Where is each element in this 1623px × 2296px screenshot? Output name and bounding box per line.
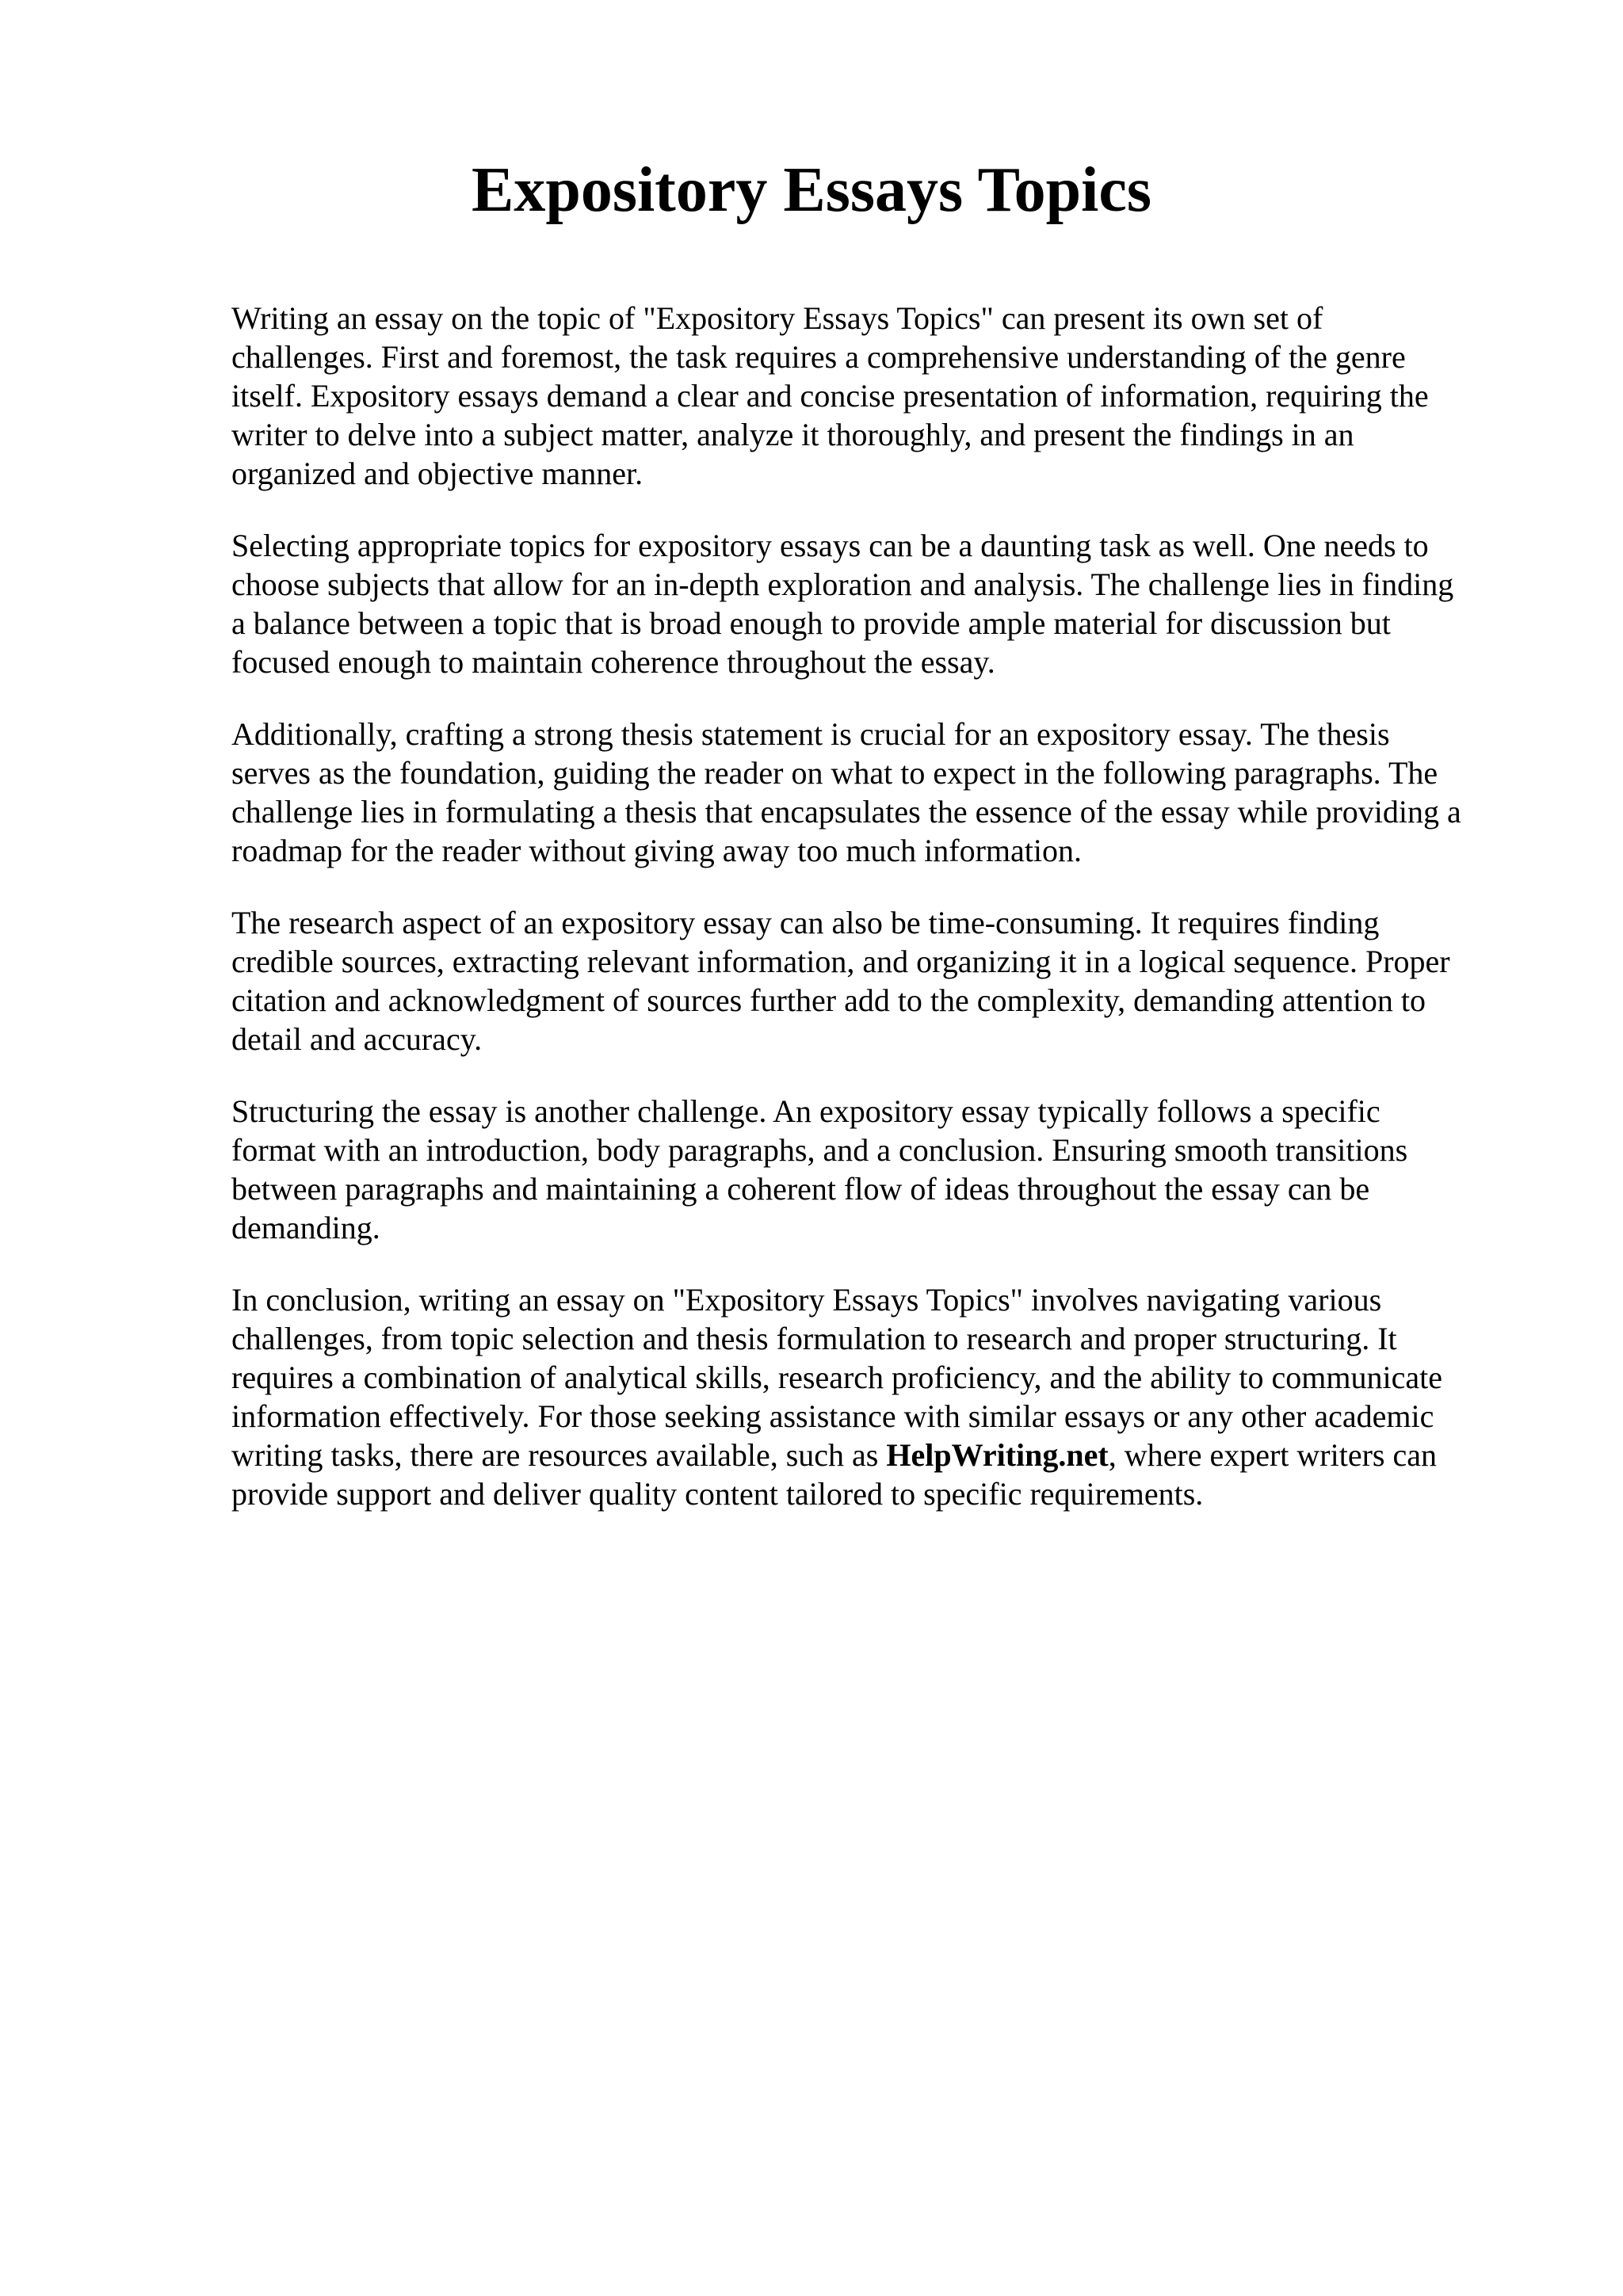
text-line: format with an introduction, body paragraphs, and a conclusion. Ensuring smooth transitions bbox=[231, 1132, 1408, 1168]
text-line: choose subjects that allow for an in-depth exploration and analysis. The challenge lies in finding bbox=[231, 566, 1454, 602]
text-line-with-link bbox=[231, 1436, 1515, 1474]
text-line: organized and objective manner. bbox=[231, 456, 643, 491]
link-line-after: , where expert writers can bbox=[1108, 1437, 1437, 1473]
page-title: Expository Essays Topics bbox=[471, 155, 1152, 225]
text-line: credible sources, extracting relevant information, and organizing it in a logical sequence. Proper bbox=[231, 944, 1450, 979]
text-line: The research aspect of an expository essay can also be time-consuming. It requires finding bbox=[231, 905, 1380, 940]
text-line: requires a combination of analytical skills, research proficiency, and the ability to communicate bbox=[231, 1360, 1442, 1395]
text-line: detail and accuracy. bbox=[231, 1021, 483, 1057]
text-line: challenges, from topic selection and thesis formulation to research and proper structuring. It bbox=[231, 1321, 1397, 1356]
paragraph-6 bbox=[231, 1280, 1515, 1513]
text-line: roadmap for the reader without giving away too much information. bbox=[231, 833, 1083, 868]
text-line: between paragraphs and maintaining a coherent flow of ideas throughout the essay can be bbox=[231, 1171, 1370, 1207]
paragraph-2 bbox=[231, 526, 1515, 681]
paragraph-4 bbox=[231, 903, 1515, 1058]
link-line-before: writing tasks, there are resources available, such as bbox=[231, 1437, 887, 1473]
text-line: challenges. First and foremost, the task requires a comprehensive understanding of the genre bbox=[231, 339, 1406, 375]
paragraph-1 bbox=[231, 299, 1515, 493]
paragraph-3 bbox=[231, 715, 1515, 870]
paragraph-5 bbox=[231, 1092, 1515, 1247]
text-line: writer to delve into a subject matter, analyze it thoroughly, and present the findings in an bbox=[231, 417, 1354, 452]
text-line: itself. Expository essays demand a clear and concise presentation of information, requiring the bbox=[231, 378, 1429, 414]
text-line: In conclusion, writing an essay on "Expository Essays Topics" involves navigating various bbox=[231, 1282, 1382, 1318]
text-line: information effectively. For those seeking assistance with similar essays or any other academic bbox=[231, 1398, 1434, 1434]
helpwriting-link[interactable]: HelpWriting.net bbox=[886, 1437, 1109, 1473]
text-line: Additionally, crafting a strong thesis statement is crucial for an expository essay. The thesis bbox=[231, 716, 1390, 752]
text-line: citation and acknowledgment of sources further add to the complexity, demanding attention to bbox=[231, 982, 1426, 1018]
text-line: serves as the foundation, guiding the reader on what to expect in the following paragraphs. The bbox=[231, 755, 1438, 791]
text-line: provide support and deliver quality content tailored to specific requirements. bbox=[231, 1476, 1204, 1512]
text-line: focused enough to maintain coherence throughout the essay. bbox=[231, 644, 995, 680]
text-line: challenge lies in formulating a thesis that encapsulates the essence of the essay while providing a bbox=[231, 794, 1461, 830]
essay-body bbox=[231, 299, 1515, 1547]
text-line: a balance between a topic that is broad enough to provide ample material for discussion but bbox=[231, 605, 1391, 641]
text-line: Structuring the essay is another challenge. An expository essay typically follows a specific bbox=[231, 1093, 1381, 1129]
text-line: demanding. bbox=[231, 1210, 380, 1245]
text-line: Writing an essay on the topic of "Expository Essays Topics" can present its own set of bbox=[231, 300, 1323, 336]
text-line: Selecting appropriate topics for expository essays can be a daunting task as well. One needs to bbox=[231, 528, 1429, 563]
